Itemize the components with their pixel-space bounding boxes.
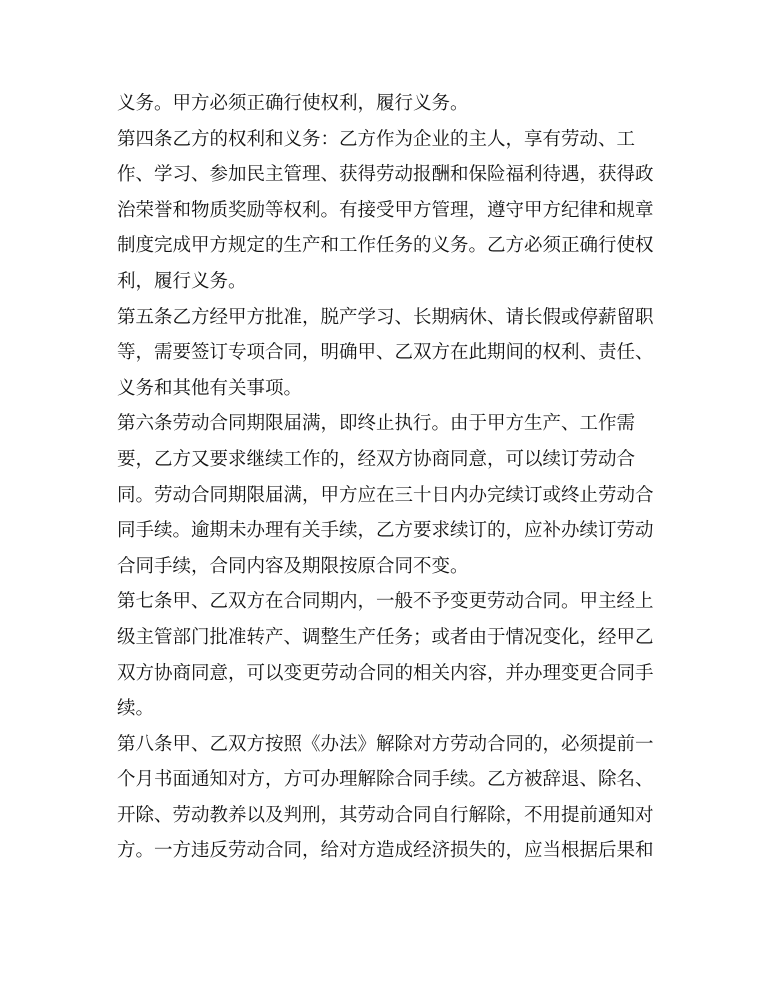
text-line: 第六条劳动合同期限届满，即终止执行。由于甲方生产、工作需 [117,413,636,435]
text-line: 第五条乙方经甲方批准，脱产学习、长期病休、请长假或停薪留职 [117,306,654,328]
text-line: 制度完成甲方规定的生产和工作任务的义务。乙方必须正确行使权 [117,235,654,257]
text-line: 个月书面通知对方，方可办理解除合同手续。乙方被辞退、除名、 [117,769,654,791]
text-line: 续。 [117,698,155,720]
text-line: 等，需要签订专项合同，明确甲、乙双方在此期间的权利、责任、 [117,342,654,364]
text-line: 第四条乙方的权利和义务：乙方作为企业的主人，享有劳动、工 [117,128,636,150]
text-line: 第八条甲、乙双方按照《办法》解除对方劳动合同的，必须提前一 [117,733,654,755]
text-line: 要，乙方又要求继续工作的，经双方协商同意，可以续订劳动合 [117,448,636,470]
text-line: 同手续。逾期未办理有关手续，乙方要求续订的，应补办续订劳动 [117,520,654,542]
text-line: 同。劳动合同期限届满，甲方应在三十日内办完续订或终止劳动合 [117,484,654,506]
contract-text-body [117,86,657,869]
text-line: 方。一方违反劳动合同，给对方造成经济损失的，应当根据后果和 [117,840,654,862]
text-line: 利，履行义务。 [117,270,247,292]
text-line: 义务。甲方必须正确行使权利，履行义务。 [117,93,469,114]
text-line: 义务和其他有关事项。 [117,377,303,399]
text-line: 级主管部门批准转产、调整生产任务；或者由于情况变化，经甲乙 [117,626,654,648]
text-line: 作、学习、参加民主管理、获得劳动报酬和保险福利待遇，获得政 [117,164,654,186]
text-line: 治荣誉和物质奖励等权利。有接受甲方管理，遵守甲方纪律和规章 [117,199,654,221]
text-line: 合同手续，合同内容及期限按原合同不变。 [117,555,469,577]
text-line: 开除、劳动教养以及判刑，其劳动合同自行解除，不用提前通知对 [117,804,654,826]
text-line: 双方协商同意，可以变更劳动合同的相关内容，并办理变更合同手 [117,662,654,684]
text-line: 第七条甲、乙双方在合同期内，一般不予变更劳动合同。甲主经上 [117,591,654,613]
